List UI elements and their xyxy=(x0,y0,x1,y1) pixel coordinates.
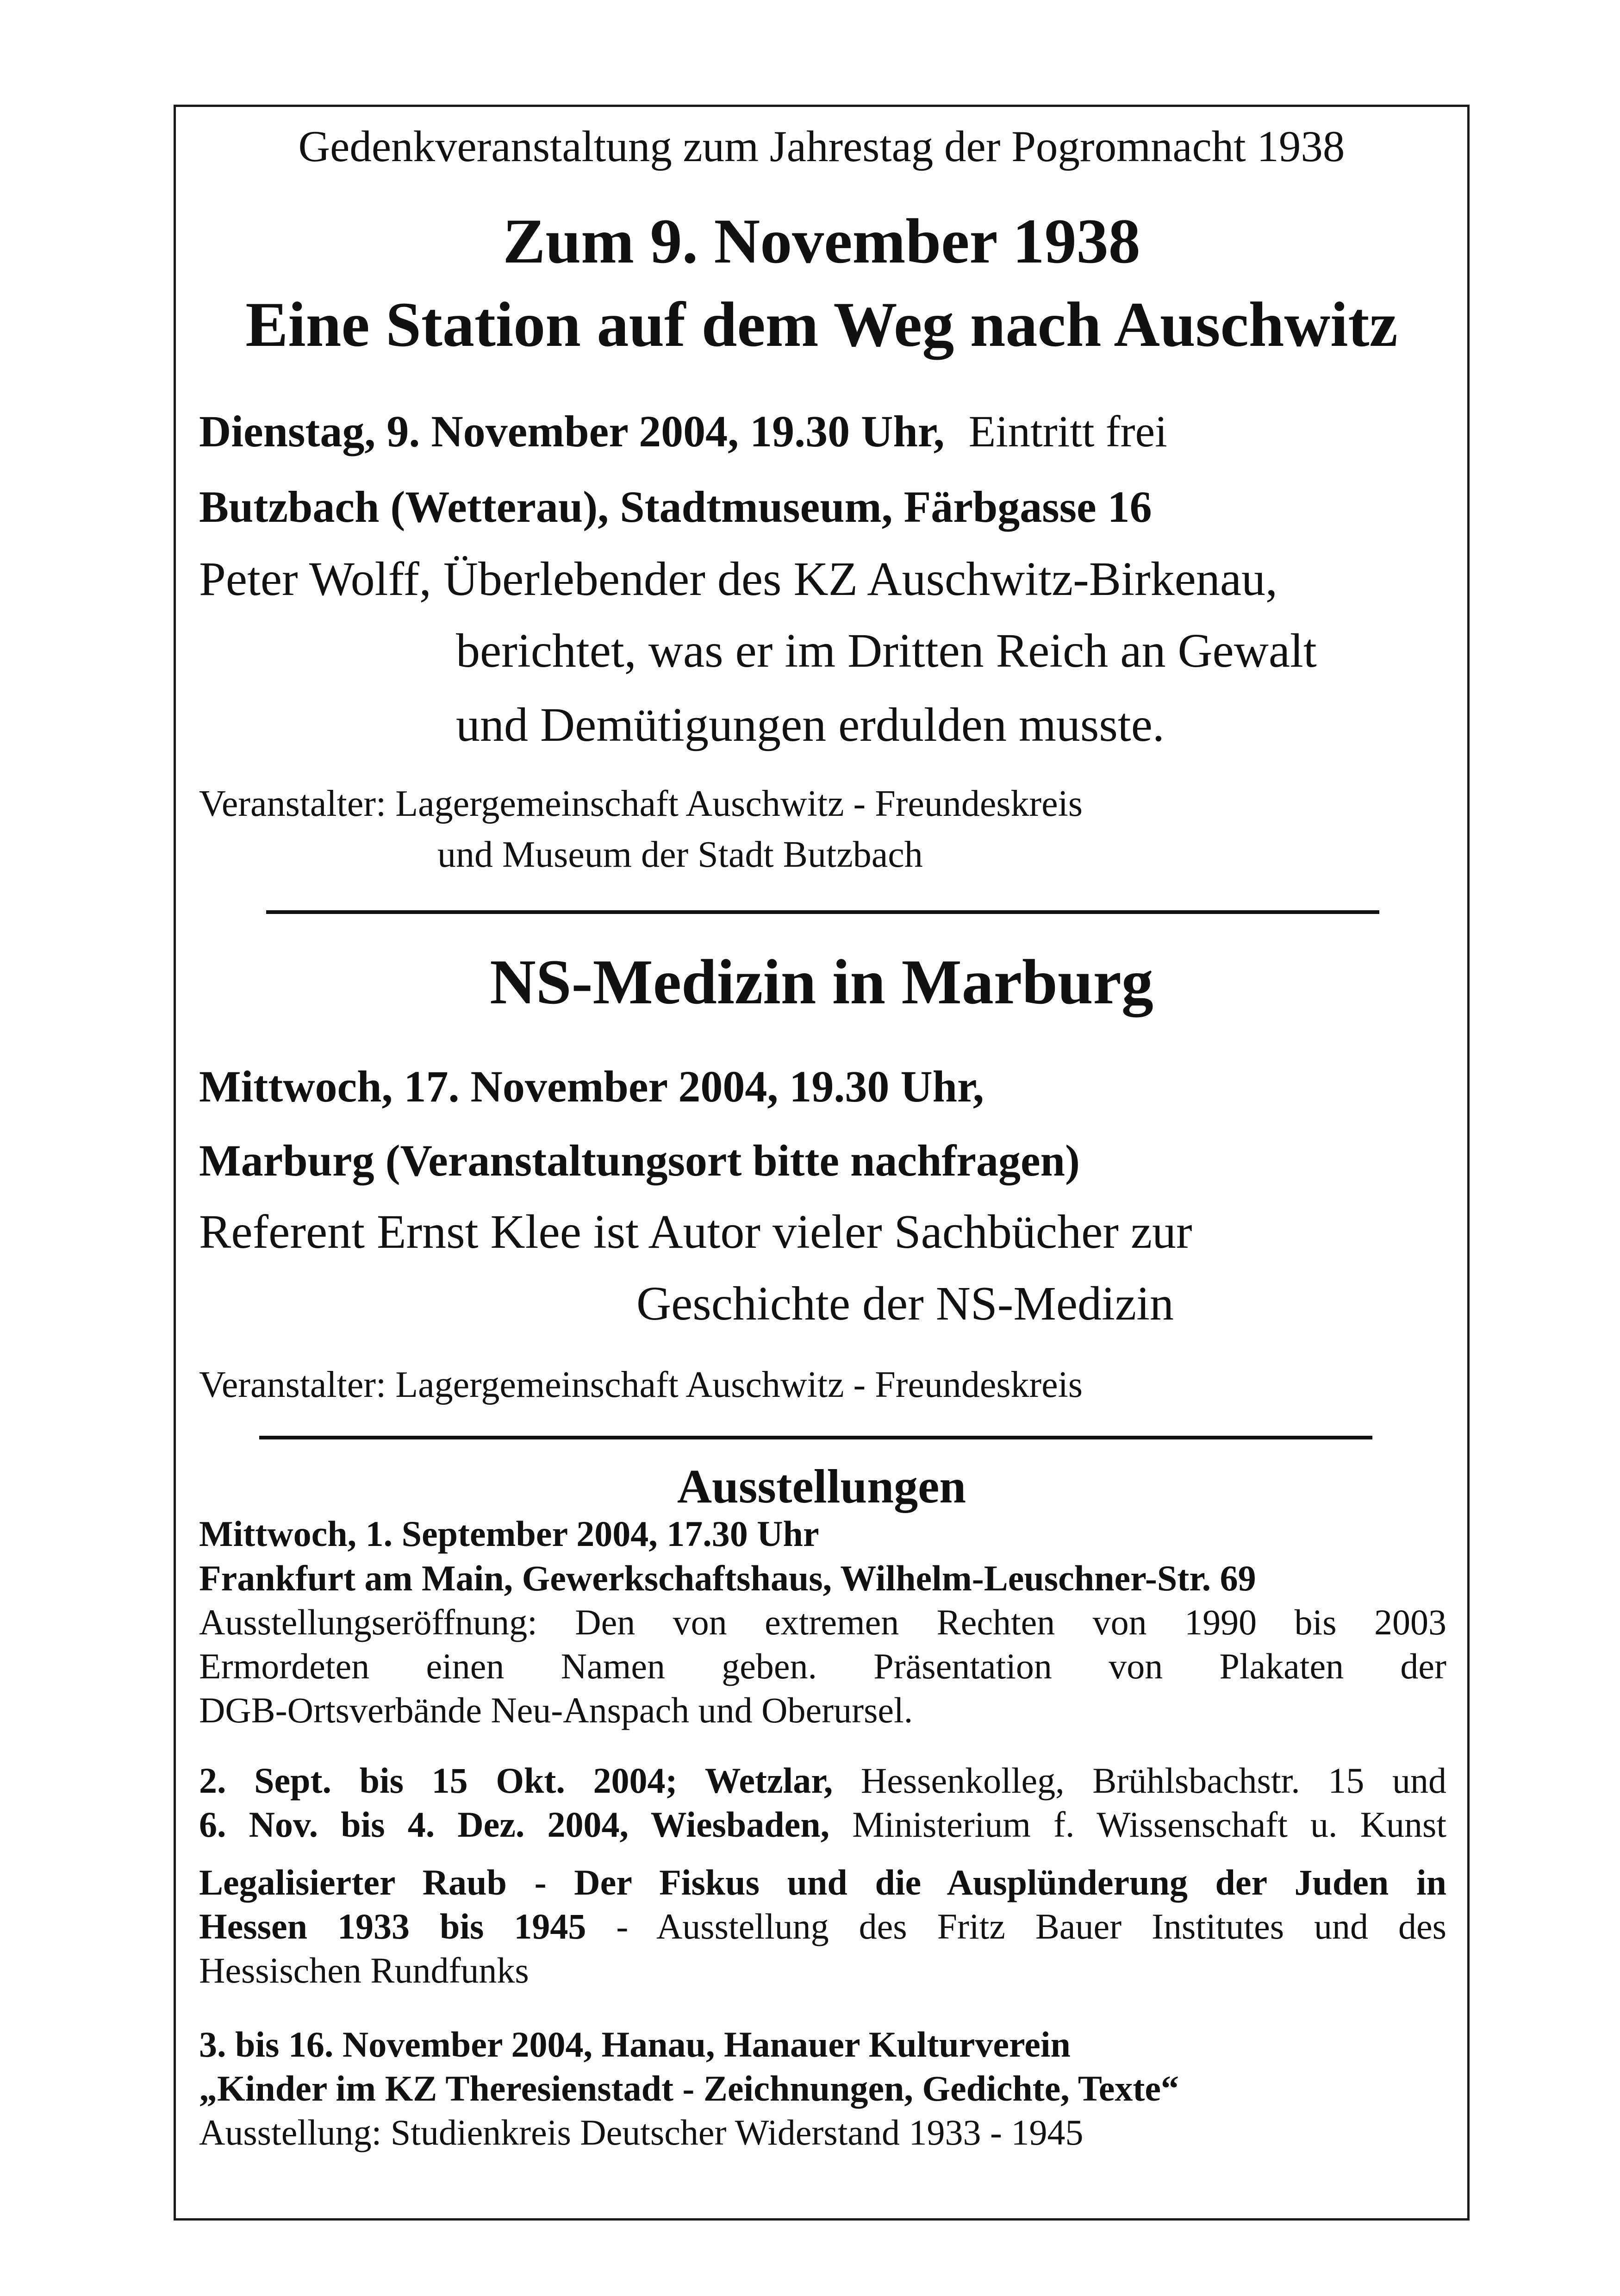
event1-desc-line-1: Peter Wolff, Überlebender des KZ Auschwitz-Birkenau, xyxy=(199,552,1277,606)
ex3-line-2: „Kinder im KZ Theresienstadt - Zeichnungen, Gedichte, Texte“ xyxy=(199,2068,1179,2108)
ex2-title-line-2-rest: - Ausstellung des Fritz Bauer Institutes und des xyxy=(616,1906,1447,1946)
ex2-line-1 xyxy=(199,1760,1446,1802)
event1-desc-line-3: und Demütigungen erdulden musste. xyxy=(456,698,1165,751)
ex2-title-line-2 xyxy=(199,1906,1446,1947)
event1-date: Dienstag, 9. November 2004, 19.30 Uhr, xyxy=(199,407,945,456)
ex1-location: Frankfurt am Main, Gewerkschaftshaus, Wilhelm-Leuschner-Str. 69 xyxy=(199,1558,1256,1598)
event1-organizer-line-2: und Museum der Stadt Butzbach xyxy=(437,834,923,875)
event-subtitle: Gedenkveranstaltung zum Jahrestag der Pogromnacht 1938 xyxy=(298,122,1345,171)
event2-title: NS-Medizin in Marburg xyxy=(490,946,1153,1017)
divider-1 xyxy=(266,910,1379,914)
divider-2 xyxy=(259,1436,1372,1439)
event2-date: Mittwoch, 17. November 2004, 19.30 Uhr, xyxy=(199,1062,984,1111)
ex2-line-1-rest: Hessenkolleg, Brühlsbachstr. 15 und xyxy=(860,1760,1446,1801)
exhibitions-heading: Ausstellungen xyxy=(677,1460,966,1513)
event2-desc-line-1: Referent Ernst Klee ist Autor vieler Sachbücher zur xyxy=(199,1205,1192,1258)
ex1-desc-line-2: Ermordeten einen Namen geben. Präsentation von Plakaten der xyxy=(199,1646,1446,1686)
ex2-title-line-1: Legalisierter Raub - Der Fiskus und die Ausplünderung der Juden in xyxy=(199,1862,1446,1902)
event2-location: Marburg (Veranstaltungsort bitte nachfragen) xyxy=(199,1136,1080,1185)
title-line-2: Eine Station auf dem Weg nach Auschwitz xyxy=(245,289,1398,360)
ex2-title-line-2-bold: Hessen 1933 bis 1945 xyxy=(199,1906,586,1946)
flyer-frame xyxy=(174,105,1470,2221)
event1-admission: Eintritt frei xyxy=(968,407,1167,456)
event1-organizer-line-1: Veranstalter: Lagergemeinschaft Auschwitz - Freundeskreis xyxy=(199,783,1083,824)
event2-desc-line-2: Geschichte der NS-Medizin xyxy=(636,1277,1174,1330)
ex2-line-2-bold: 6. Nov. bis 4. Dez. 2004, Wiesbaden, xyxy=(199,1804,830,1845)
ex1-desc-line-3: DGB-Ortsverbände Neu-Anspach und Oberursel. xyxy=(199,1690,913,1730)
event1-desc-line-2: berichtet, was er im Dritten Reich an Gewalt xyxy=(456,624,1317,677)
ex3-line-1: 3. bis 16. November 2004, Hanau, Hanauer Kulturverein xyxy=(199,2024,1071,2065)
event1-location: Butzbach (Wetterau), Stadtmuseum, Färbgasse 16 xyxy=(199,482,1152,532)
ex2-line-2 xyxy=(199,1804,1446,1846)
ex2-line-1-bold: 2. Sept. bis 15 Okt. 2004; Wetzlar, xyxy=(199,1760,833,1801)
event2-organizer: Veranstalter: Lagergemeinschaft Auschwitz - Freundeskreis xyxy=(199,1364,1083,1405)
event1-date-line xyxy=(199,406,1167,457)
ex2-title-line-3: Hessischen Rundfunks xyxy=(199,1950,529,1990)
ex1-date: Mittwoch, 1. September 2004, 17.30 Uhr xyxy=(199,1514,819,1554)
title-line-1: Zum 9. November 1938 xyxy=(503,206,1140,276)
ex1-desc-line-1: Ausstellungseröffnung: Den von extremen Rechten von 1990 bis 2003 xyxy=(199,1602,1446,1642)
ex2-line-2-rest: Ministerium f. Wissenschaft u. Kunst xyxy=(852,1804,1447,1845)
ex3-line-3: Ausstellung: Studienkreis Deutscher Widerstand 1933 - 1945 xyxy=(199,2112,1084,2152)
